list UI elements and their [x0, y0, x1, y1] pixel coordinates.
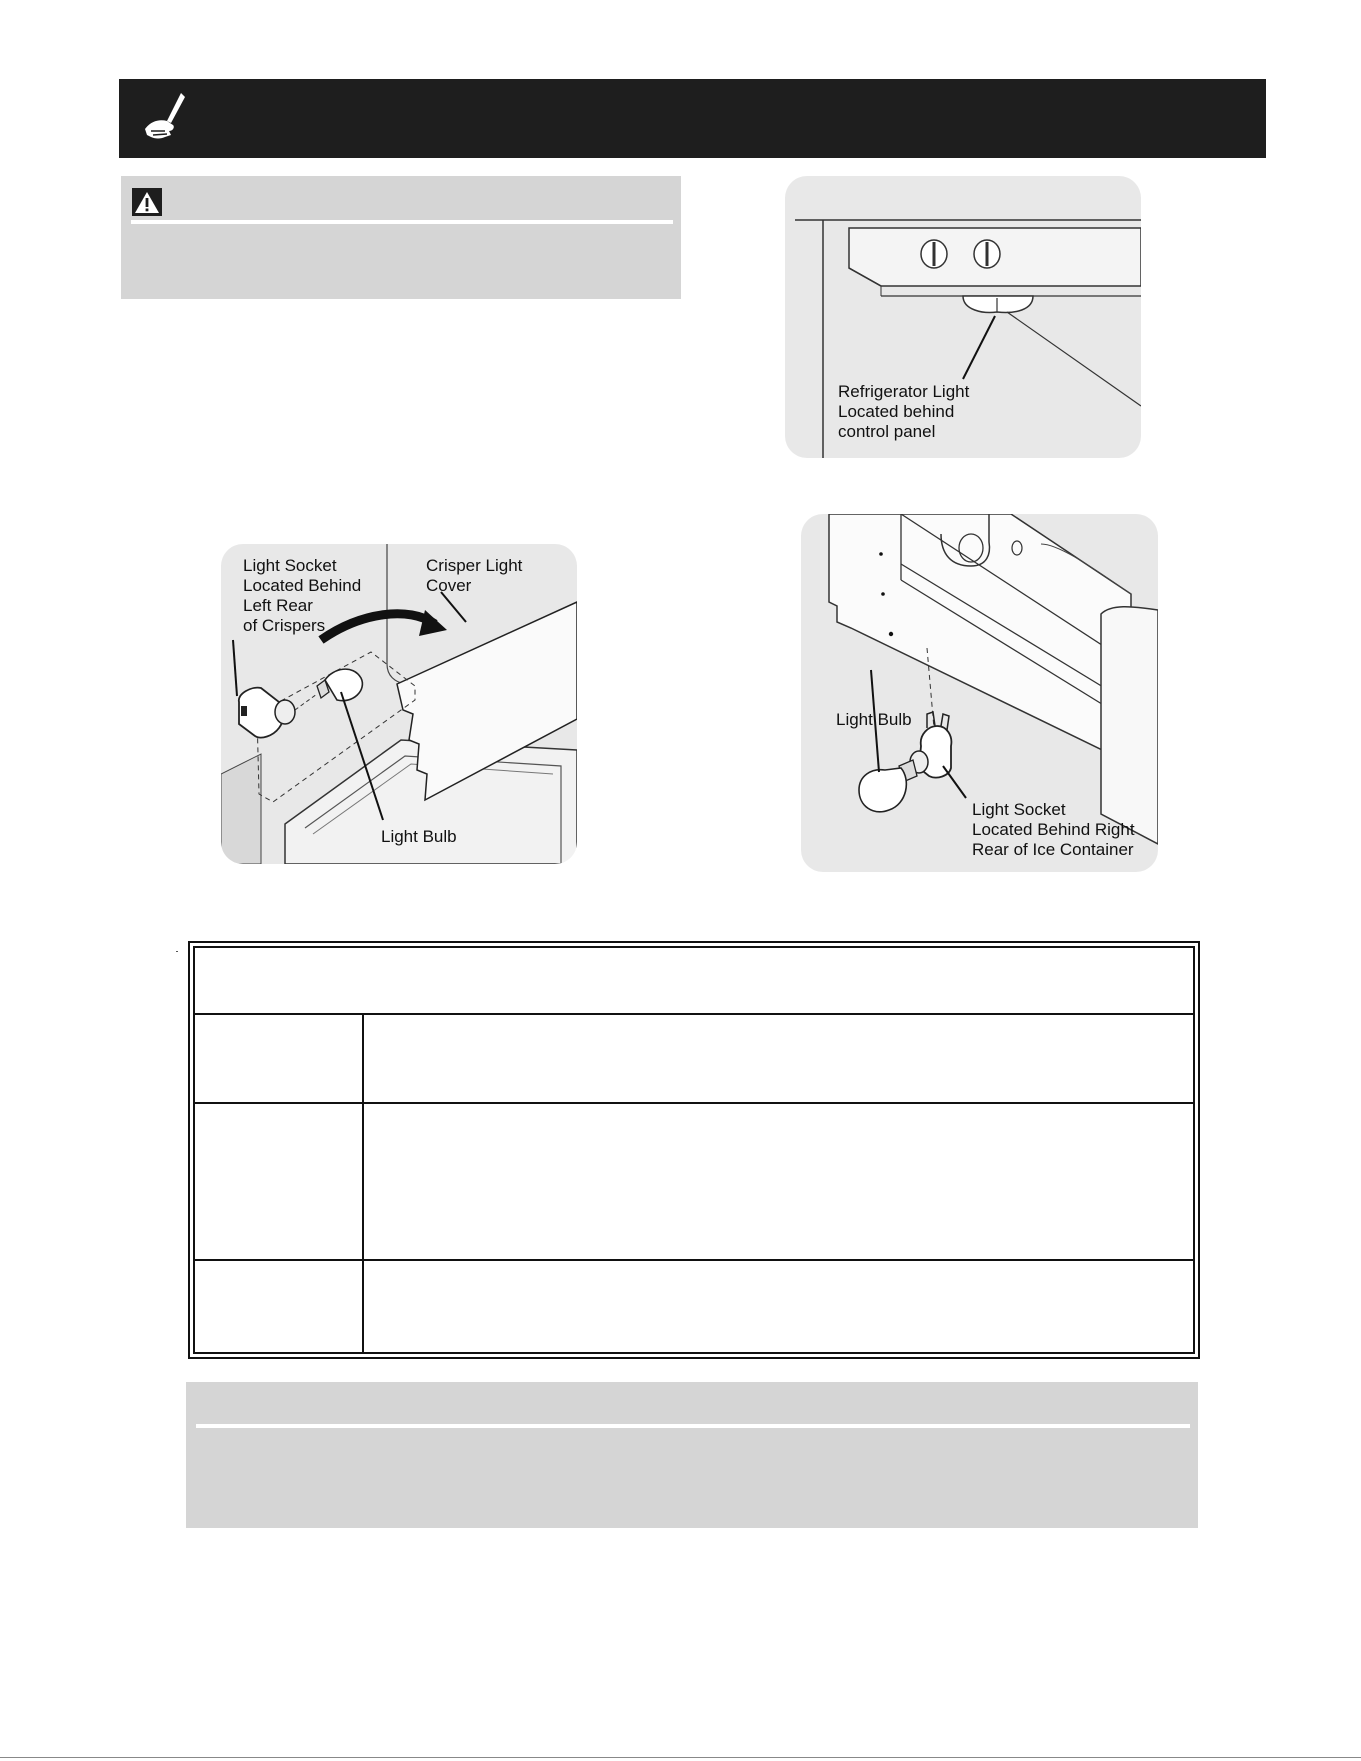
ice-bulb-callout: Light Bulb	[836, 710, 912, 729]
light-table-inner-border	[193, 946, 1195, 1354]
light-table	[188, 941, 1200, 1359]
table-column-divider	[362, 1013, 364, 1352]
warning-triangle-icon	[132, 188, 162, 216]
crisper-cover-callout: Crisper Light Cover	[426, 556, 523, 595]
light-bulb-right	[859, 760, 917, 812]
crisper-bulb-callout: Light Bulb	[381, 827, 457, 846]
light-bulb-left	[317, 669, 362, 701]
crisper-socket-callout: Light Socket Located Behind Left Rear of Crispers	[243, 556, 362, 635]
refrigerator-light-callout: Refrigerator Light Located behind control panel	[838, 382, 970, 441]
ice-socket-callout: Light Socket Located Behind Right Rear of Ice Container	[972, 800, 1135, 859]
page-speck	[176, 951, 178, 952]
table-row-divider	[195, 1259, 1193, 1261]
figure-refrigerator-light	[785, 176, 1141, 458]
control-knob-right	[974, 240, 1000, 268]
page-bottom-rule	[0, 1757, 1361, 1758]
table-header-divider	[195, 1013, 1193, 1015]
warning-box	[121, 176, 681, 299]
note-divider	[196, 1424, 1190, 1428]
figure-crisper-light	[221, 544, 577, 864]
control-knob-left	[921, 240, 947, 268]
warning-divider	[131, 220, 673, 224]
table-row-divider	[195, 1102, 1193, 1104]
hand-icon	[137, 91, 191, 145]
figure-ice-container-light	[801, 514, 1158, 872]
section-header-bar	[119, 79, 1266, 158]
note-box	[186, 1382, 1198, 1528]
light-socket-left	[239, 688, 295, 738]
